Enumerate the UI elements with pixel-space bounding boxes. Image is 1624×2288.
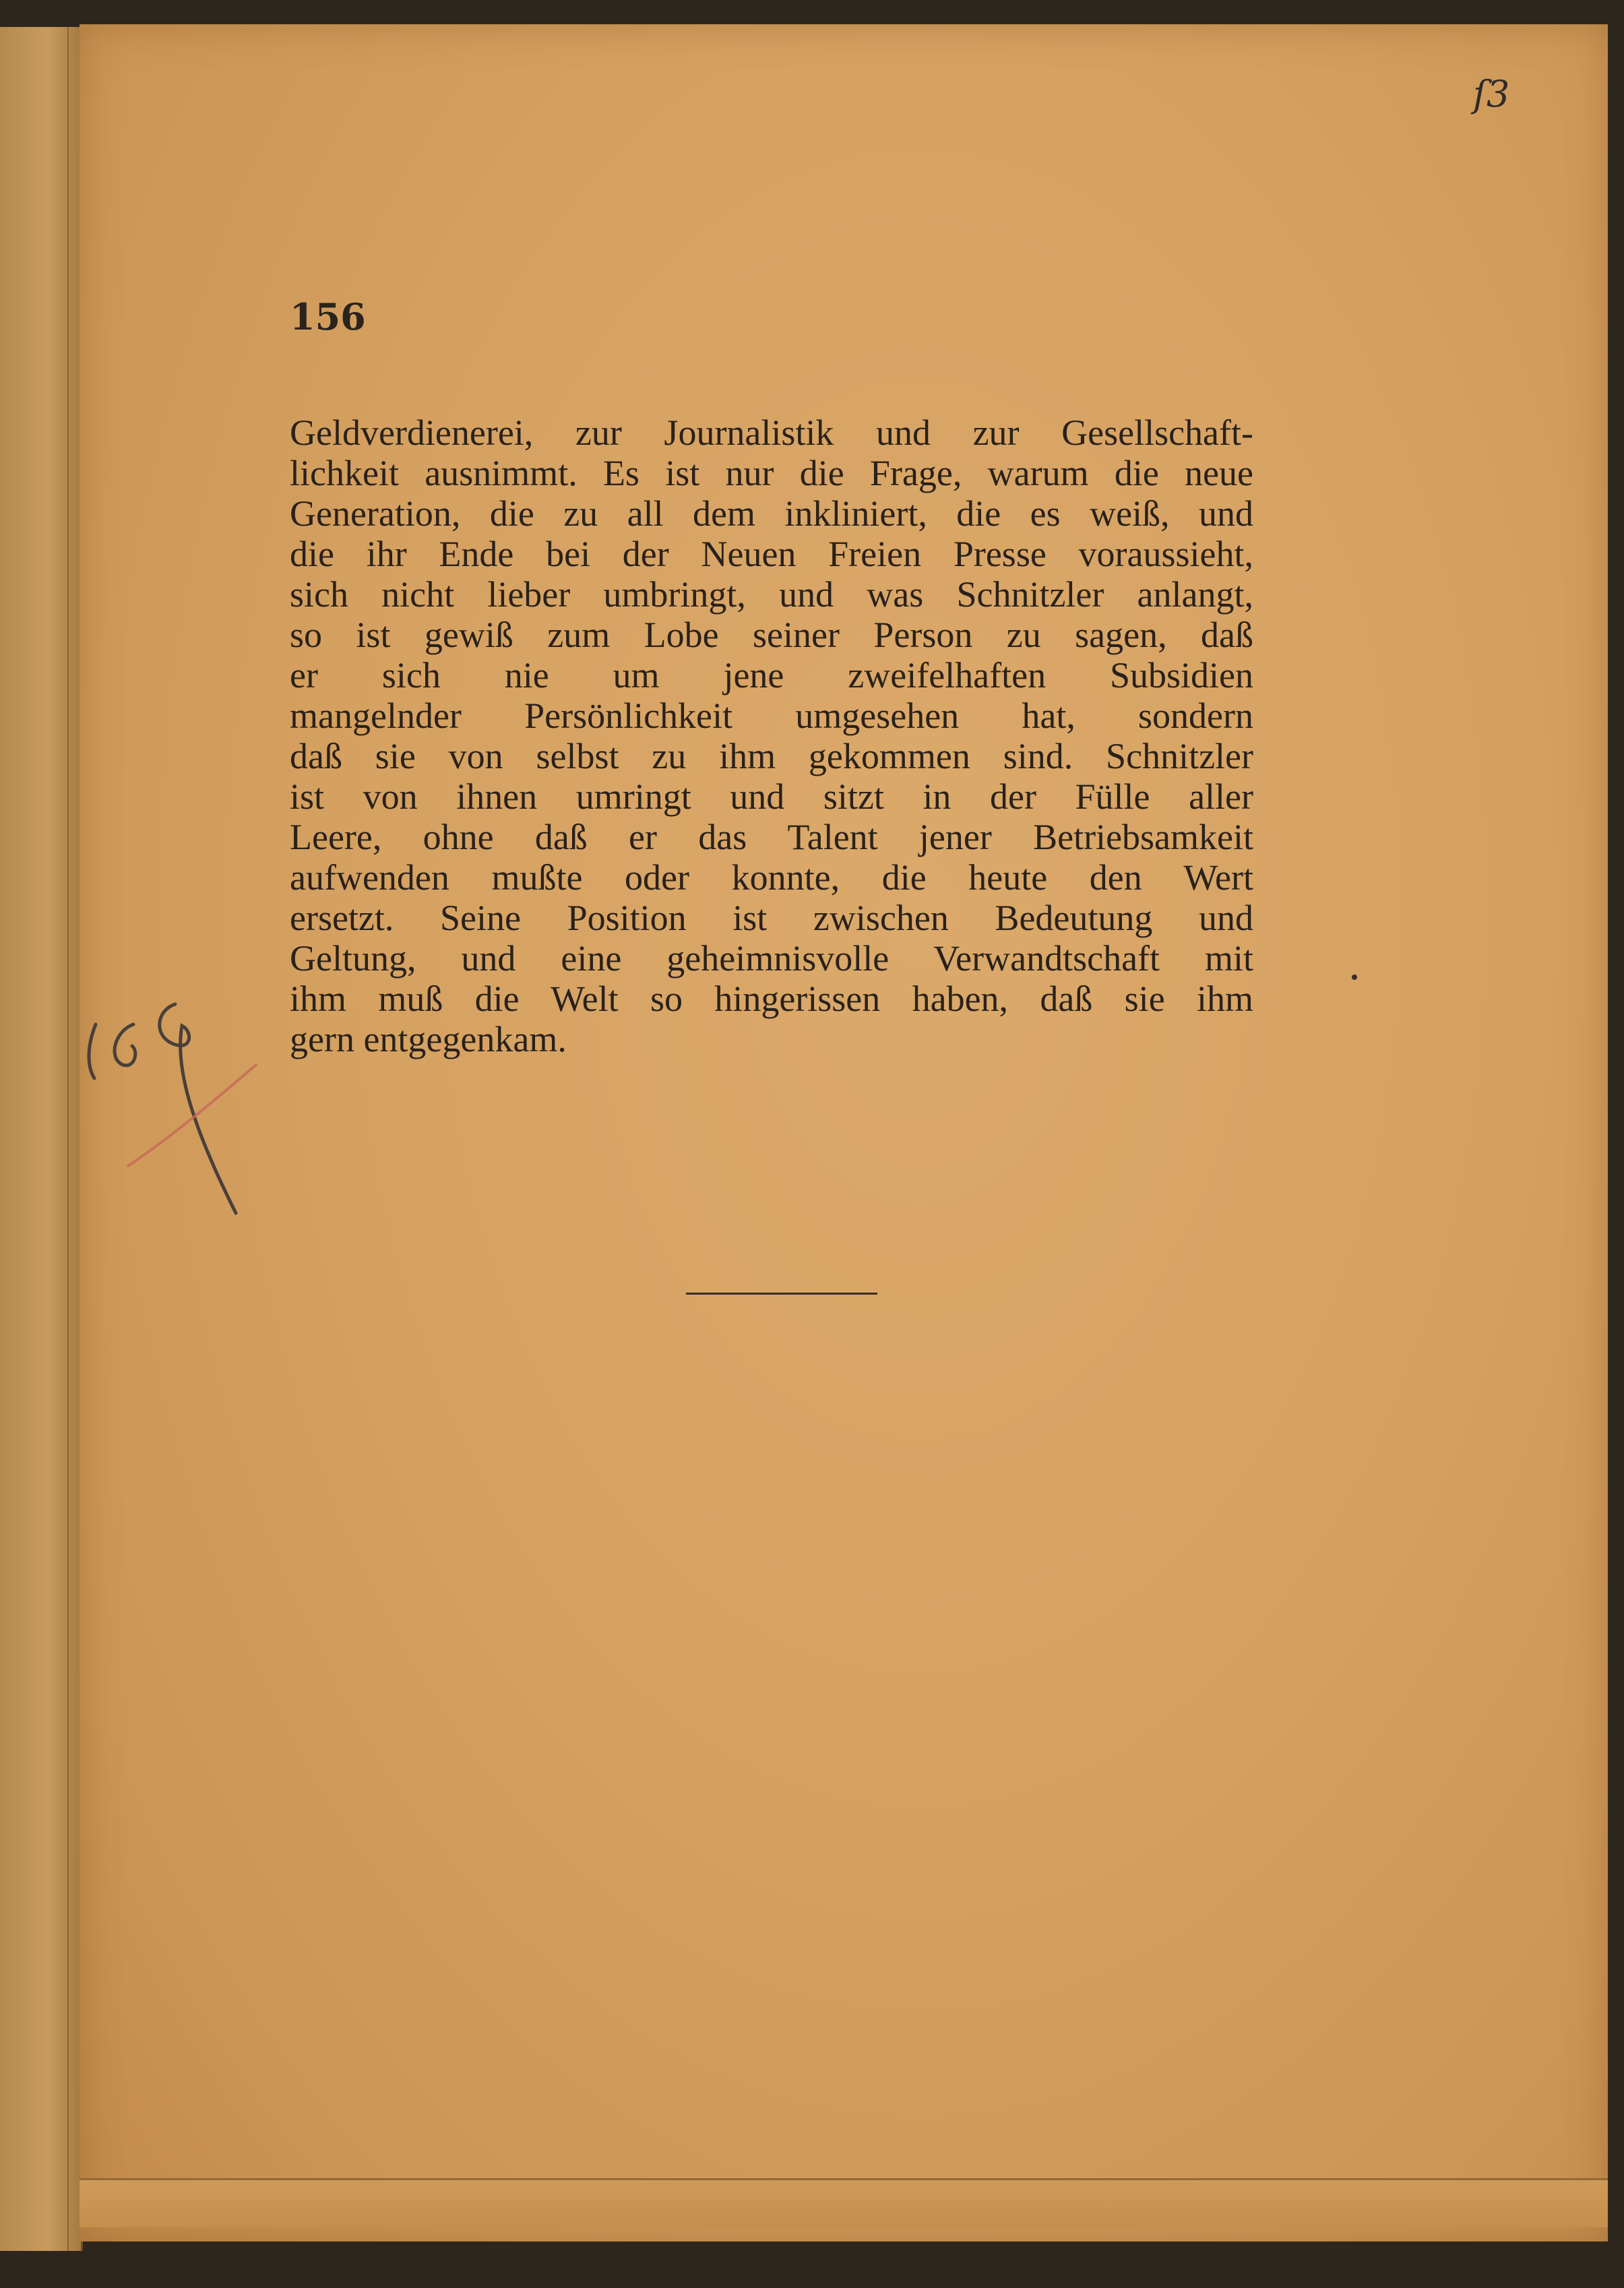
text-line-8: mangelnder Persönlichkeit umgesehen hat, sondern (290, 695, 1253, 736)
text-line-12: aufwenden mußte oder konnte, die heute den Wert (290, 857, 1253, 898)
text-line-11: Leere, ohne daß er das Talent jener Betriebsamkeit (290, 817, 1253, 857)
text-line-5: sich nicht lieber umbringt, und was Schnitzler anlangt, (290, 574, 1253, 615)
text-line-7: er sich nie um jene zweifelhaften Subsidien (290, 655, 1253, 695)
text-line-9: daß sie von selbst zu ihm gekommen sind. Schnitzler (290, 736, 1253, 776)
corner-mark: ſ3 (1473, 73, 1510, 115)
page-bottom-edge (80, 2178, 1608, 2227)
text-line-4: die ihr Ende bei der Neuen Freien Presse voraussieht, (290, 534, 1253, 574)
pencil-annotation-mark (74, 984, 276, 1240)
ink-dot-mark (1352, 975, 1357, 980)
separator-rule (686, 1293, 877, 1295)
page-sheet (80, 24, 1608, 2241)
text-line-10: ist von ihnen umringt und sitzt in der Fülle aller (290, 776, 1253, 817)
text-line-13: ersetzt. Seine Position ist zwischen Bedeutung und (290, 898, 1253, 938)
text-line-2: lichkeit ausnimmt. Es ist nur die Frage, warum die neue (290, 453, 1253, 493)
page-number: 156 (290, 295, 366, 338)
text-line-16: gern entgegenkam. (290, 1019, 567, 1059)
text-line-15: ihm muß die Welt so hingerissen haben, daß sie ihm (290, 979, 1253, 1019)
text-line-1: Geldverdienerei, zur Journalistik und zur Gesellschaft- (290, 412, 1253, 453)
text-line-6: so ist gewiß zum Lobe seiner Person zu sagen, daß (290, 615, 1253, 655)
left-page-edge (0, 27, 83, 2251)
body-text (290, 412, 1253, 1059)
text-line-3: Generation, die zu all dem inkliniert, die es weiß, und (290, 493, 1253, 534)
text-line-14: Geltung, und eine geheimnisvolle Verwandtschaft mit (290, 938, 1253, 979)
